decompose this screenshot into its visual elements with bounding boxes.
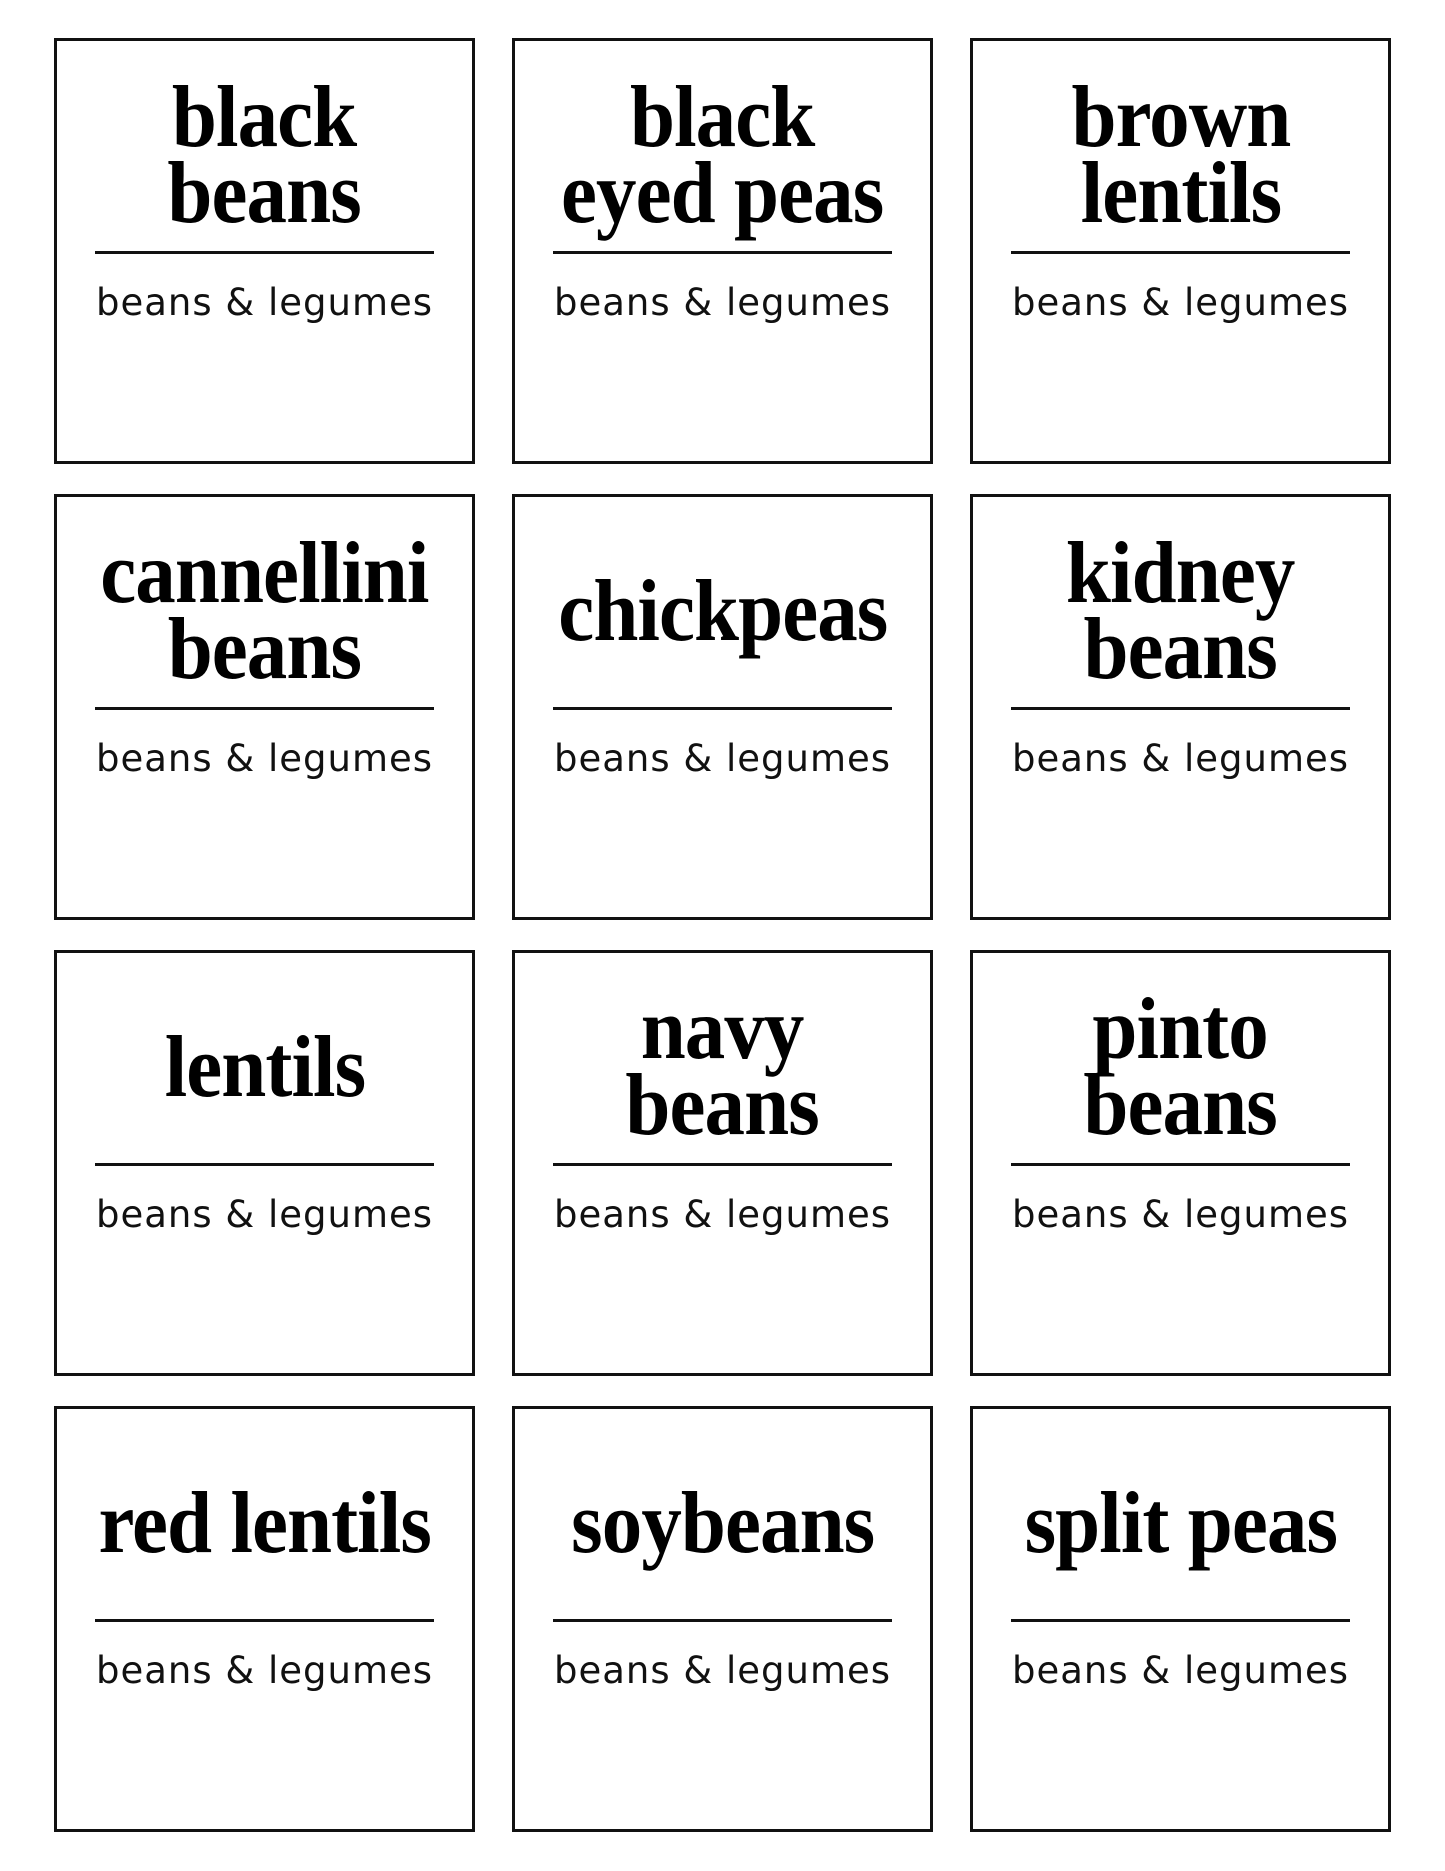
divider-line [1011,251,1350,254]
label-title-area [515,517,930,707]
label-title: cannellini beans [100,525,429,698]
divider-line [95,1619,434,1622]
label-title-area [515,1429,930,1619]
divider-line [95,707,434,710]
label-title-area [973,61,1388,251]
label-title-area [973,973,1388,1163]
label-title-area [57,61,472,251]
label-category: beans & legumes [553,1193,892,1236]
label-title-area [515,61,930,251]
label-card [970,1406,1391,1832]
label-category: beans & legumes [95,1649,434,1692]
label-sheet [54,38,1390,1833]
label-category: beans & legumes [1011,1193,1350,1236]
label-title: black beans [167,69,362,242]
label-category: beans & legumes [95,281,434,324]
label-title: lentils [164,1019,365,1116]
label-category: beans & legumes [553,1649,892,1692]
label-card [970,950,1391,1376]
label-title: brown lentils [1071,69,1290,242]
label-category: beans & legumes [95,1193,434,1236]
label-category: beans & legumes [1011,737,1350,780]
label-card [54,1406,475,1832]
label-card [512,1406,933,1832]
divider-line [1011,707,1350,710]
label-card [512,38,933,464]
label-category: beans & legumes [95,737,434,780]
label-title-area [973,517,1388,707]
label-card [512,494,933,920]
divider-line [553,707,892,710]
divider-line [95,251,434,254]
label-title: split peas [1024,1475,1337,1572]
label-card [512,950,933,1376]
label-title-area [973,1429,1388,1619]
label-title: kidney beans [1066,525,1295,698]
divider-line [95,1163,434,1166]
label-category: beans & legumes [1011,281,1350,324]
label-title: pinto beans [1083,981,1278,1154]
label-card [970,494,1391,920]
label-title: black eyed peas [561,69,884,242]
label-title: red lentils [98,1475,431,1572]
label-category: beans & legumes [553,737,892,780]
label-card [54,38,475,464]
divider-line [553,1619,892,1622]
label-card [970,38,1391,464]
label-title-area [57,1429,472,1619]
label-title-area [515,973,930,1163]
divider-line [553,251,892,254]
label-card [54,494,475,920]
label-title: soybeans [570,1475,875,1572]
label-title-area [57,517,472,707]
divider-line [1011,1619,1350,1622]
label-category: beans & legumes [1011,1649,1350,1692]
divider-line [553,1163,892,1166]
label-category: beans & legumes [553,281,892,324]
label-card [54,950,475,1376]
label-title: chickpeas [557,563,888,660]
divider-line [1011,1163,1350,1166]
label-title-area [57,973,472,1163]
label-title: navy beans [625,981,820,1154]
